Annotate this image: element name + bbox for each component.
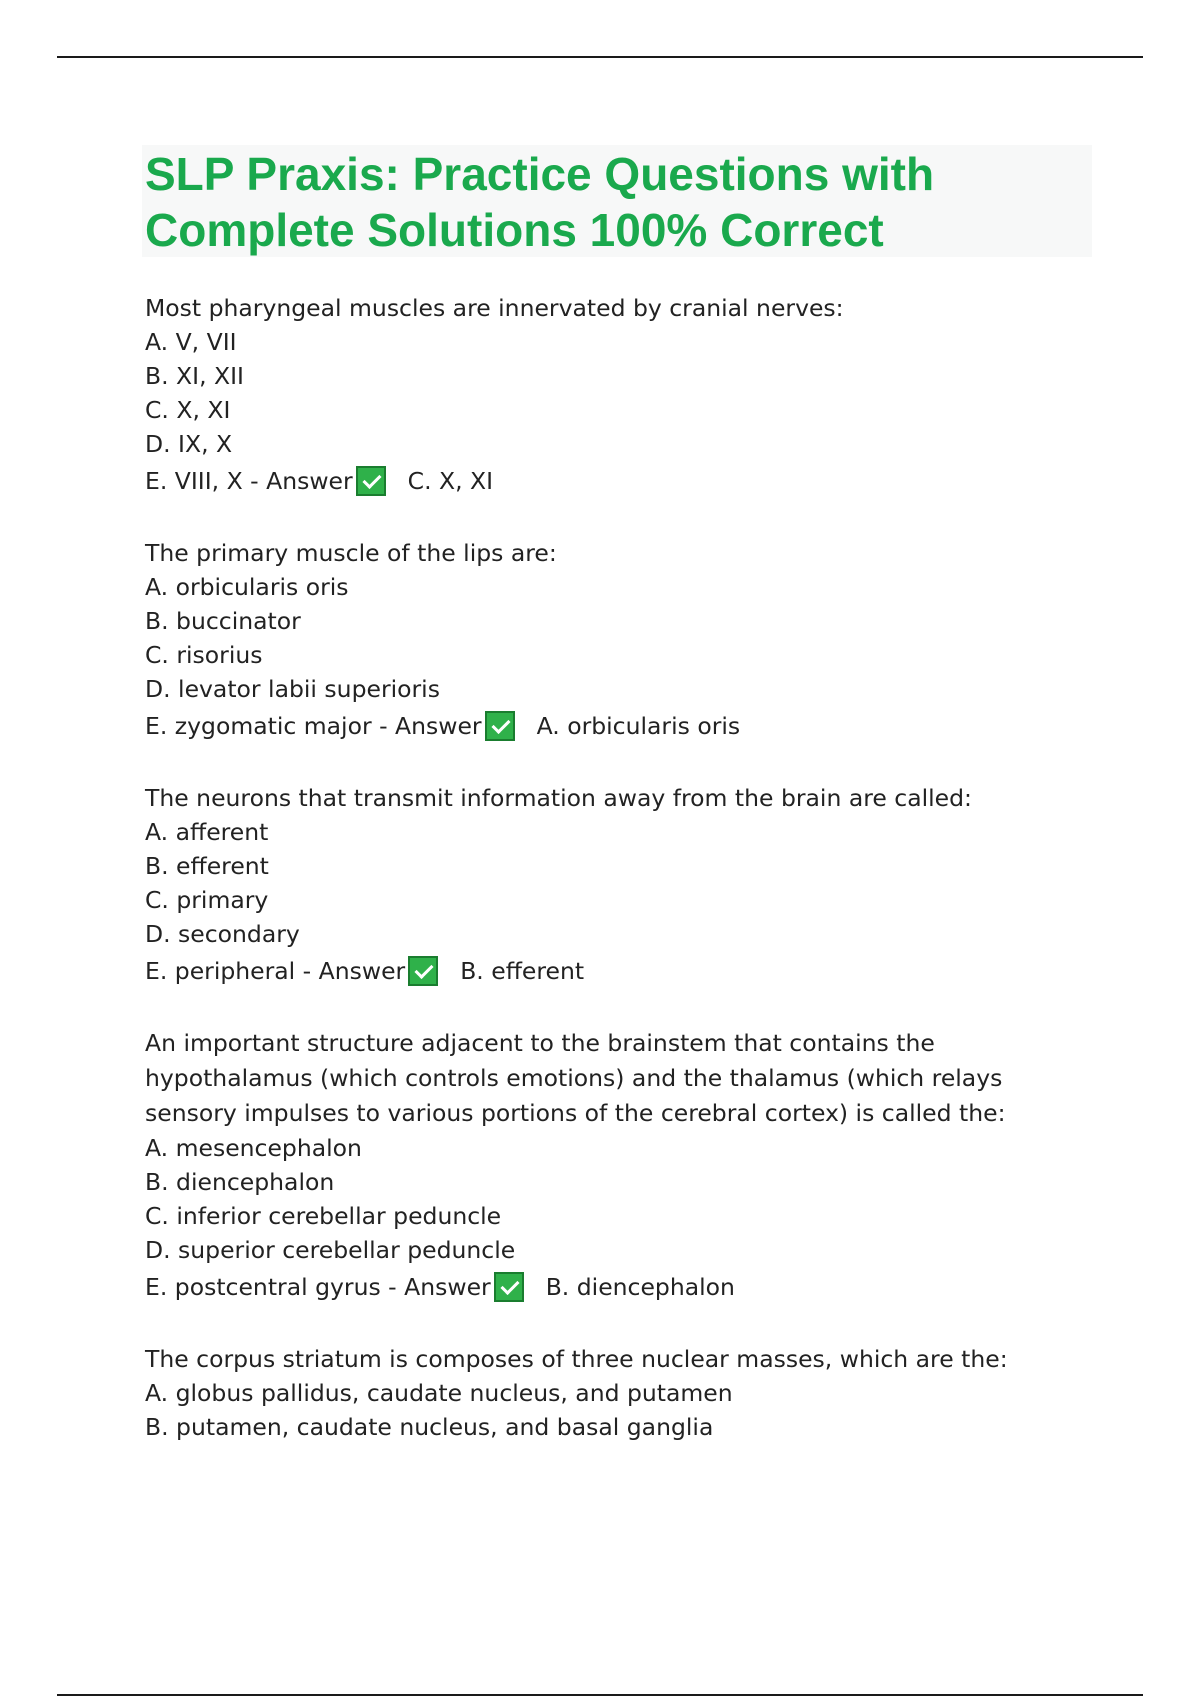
- option-a: A. globus pallidus, caudate nucleus, and putamen: [145, 1379, 733, 1407]
- option-b: B. XI, XII: [145, 362, 244, 390]
- question-block: [145, 1342, 1095, 1444]
- option-d: D. IX, X: [145, 430, 233, 458]
- option-e-answer-line: [145, 706, 1095, 746]
- option-e: E. peripheral - Answer: [145, 957, 406, 985]
- question-block: [145, 781, 1095, 991]
- correct-answer: C. X, XI: [407, 467, 494, 495]
- correct-answer: B. diencephalon: [545, 1273, 735, 1301]
- option-b: B. diencephalon: [145, 1168, 335, 1196]
- option-e: E. VIII, X - Answer: [145, 467, 353, 495]
- option-e-answer-line: [145, 461, 1095, 501]
- question-block: [145, 1026, 1095, 1307]
- option-d: D. superior cerebellar peduncle: [145, 1236, 516, 1264]
- option-e: E. postcentral gyrus - Answer: [145, 1273, 491, 1301]
- question-text: The corpus striatum is composes of three nuclear masses, which are the:: [145, 1345, 1008, 1373]
- option-d: D. levator labii superioris: [145, 675, 440, 703]
- option-a: A. mesencephalon: [145, 1134, 362, 1162]
- check-icon: [485, 711, 515, 741]
- option-a: A. afferent: [145, 818, 269, 846]
- option-b: B. buccinator: [145, 607, 301, 635]
- option-e-answer-line: [145, 1267, 1095, 1307]
- check-icon: [408, 956, 438, 986]
- option-a: A. V, VII: [145, 328, 237, 356]
- question-text: The primary muscle of the lips are:: [145, 539, 557, 567]
- question-block: [145, 291, 1095, 501]
- question-text: An important structure adjacent to the brainstem that contains the hypothalamus (which controls emotions) and the thalamus (which relays sensory impulses to various portions of the cerebral cortex) is called the:: [145, 1029, 1006, 1127]
- option-c: C. risorius: [145, 641, 263, 669]
- header-rule: [57, 56, 1143, 58]
- option-d: D. secondary: [145, 920, 300, 948]
- option-b: B. efferent: [145, 852, 269, 880]
- check-icon: [356, 466, 386, 496]
- question-block: [145, 536, 1095, 746]
- option-a: A. orbicularis oris: [145, 573, 349, 601]
- option-c: C. X, XI: [145, 396, 231, 424]
- correct-answer: B. efferent: [460, 957, 585, 985]
- footer-rule: [57, 1694, 1143, 1696]
- document-title: SLP Praxis: Practice Questions with Complete Solutions 100% Correct: [145, 148, 935, 256]
- questions-list: [145, 291, 1095, 1479]
- correct-answer: A. orbicularis oris: [536, 712, 741, 740]
- option-b: B. putamen, caudate nucleus, and basal ganglia: [145, 1413, 714, 1441]
- option-c: C. primary: [145, 886, 269, 914]
- question-text: Most pharyngeal muscles are innervated by cranial nerves:: [145, 294, 844, 322]
- question-text: The neurons that transmit information away from the brain are called:: [145, 784, 972, 812]
- option-e: E. zygomatic major - Answer: [145, 712, 482, 740]
- check-icon: [494, 1272, 524, 1302]
- option-c: C. inferior cerebellar peduncle: [145, 1202, 502, 1230]
- option-e-answer-line: [145, 951, 1095, 991]
